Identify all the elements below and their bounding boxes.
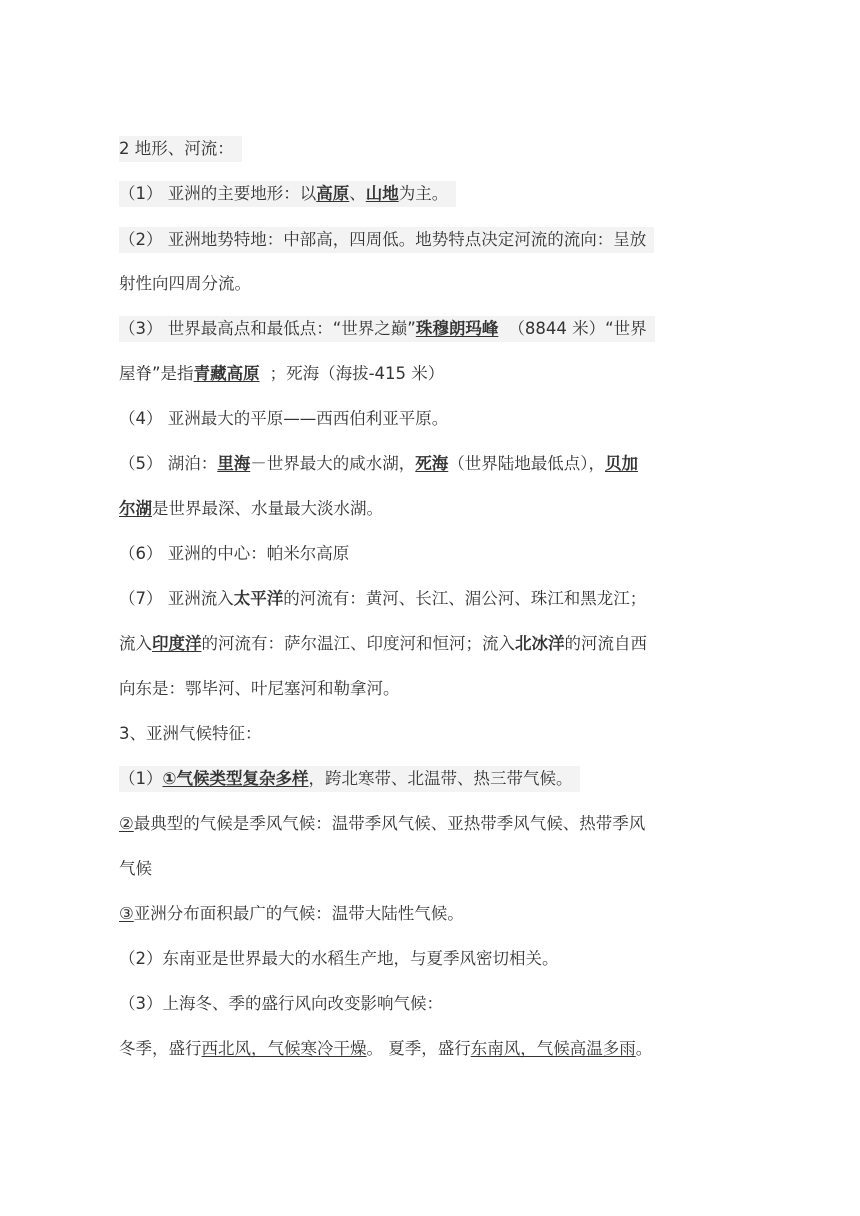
text: （4） 亚洲最大的平原——西西伯利亚平原。 [119,409,449,428]
text: 的河流有：黄河、长江、湄公河、珠江和黑龙江； [283,589,647,608]
key-term: 死海 [415,454,449,473]
text: 向东是：鄂毕河、叶尼塞河和勒拿河。 [119,679,400,698]
text: 冬季，盛行 [119,1039,202,1058]
item-6-center [119,541,743,567]
text: （5） 湖泊： [119,454,218,473]
text: 。 [635,1039,653,1058]
text: 亚洲分布面积最广的气候：温带大陆性气候。 [133,904,464,923]
text: （3） 世界最高点和最低点：“世界之巅” [119,319,416,338]
text: （2） 亚洲地势特地：中部高，四周低。地势特点决定河流的流向：呈放 [119,227,654,253]
heading-text: 3、亚洲气候特征： [119,724,262,743]
item-7-rivers-line3 [119,676,743,702]
text: （世界陆地最低点）， [448,454,605,473]
key-term: 印度洋 [152,634,202,653]
text: 流入 [119,634,152,653]
key-term: 东南风，气候高温多雨 [470,1039,636,1058]
item-4-plain [119,406,743,432]
text: （2）东南亚是世界最大的水稻生产地，与夏季风密切相关。 [119,949,559,968]
item-7-rivers-line2 [119,631,743,657]
item-1-landforms [119,181,743,207]
climate-item-3 [119,901,743,927]
text: 最典型的气候是季风气候：温带季风气候、亚热带季风气候、热带季风 [133,814,646,833]
item-3-extremes-line2 [119,361,743,387]
key-term: 山地 [365,184,399,203]
item-highlight [119,766,580,792]
item-5-lakes-line2 [119,496,743,522]
text: 为主。 [398,184,449,203]
item-highlight [119,181,456,207]
key-term: ①气候类型复杂多样 [162,769,309,788]
text: 屋脊”是指 [119,364,194,383]
climate-item-seasons [119,1036,743,1062]
text: 是世界最深、水量最大淡水湖。 [152,499,383,518]
text: （1） 亚洲的主要地形：以 [119,184,317,203]
text: 射性向四周分流。 [119,274,251,293]
item-highlight [119,316,655,342]
key-term: 西北风，气候寒冷干燥 [201,1039,367,1058]
text: （1） [119,769,163,788]
section-heading-climate [119,721,743,747]
key-term: 高原 [316,184,350,203]
circled-number: ③ [119,904,134,923]
item-7-rivers-line1 [119,586,743,612]
text: （7） 亚洲流入 [119,589,234,608]
text: ；死海（海拔-415 米） [269,364,445,383]
text: （8844 米）“世界 [508,319,647,338]
text: ，跨北寒带、北温带、热三带气候。 [308,769,573,788]
climate-item-2-line1 [119,811,743,837]
key-term: 贝加 [605,454,638,473]
climate-item-rice [119,946,743,972]
item-5-lakes-line1 [119,451,743,477]
climate-item-2-line2 [119,856,743,882]
key-term: 太平洋 [233,589,284,608]
text: 的河流自西 [564,634,647,653]
key-term: 北冰洋 [515,634,565,653]
text: 气候 [119,859,152,878]
climate-item-1 [119,766,743,792]
text: （3）上海冬、季的盛行风向改变影响气候： [119,994,443,1013]
heading-text: 2 地形、河流： [119,136,242,162]
text: 。 夏季，盛行 [366,1039,471,1058]
section-heading-terrain [119,136,743,162]
text: －世界最大的咸水湖， [250,454,416,473]
text: 、 [349,184,366,203]
key-term: 青藏高原 [193,364,260,383]
key-term: 尔湖 [119,499,152,518]
climate-item-shanghai [119,991,743,1017]
text: 的河流有：萨尔温江、印度河和恒河；流入 [201,634,515,653]
item-2-terrain-line2 [119,271,743,297]
item-3-extremes-line1 [119,316,743,342]
key-term: 珠穆朗玛峰 [415,319,499,338]
item-2-terrain-line1 [119,227,743,253]
circled-number: ② [119,814,134,833]
key-term: 里海 [217,454,251,473]
text: （6） 亚洲的中心：帕米尔高原 [119,544,350,563]
